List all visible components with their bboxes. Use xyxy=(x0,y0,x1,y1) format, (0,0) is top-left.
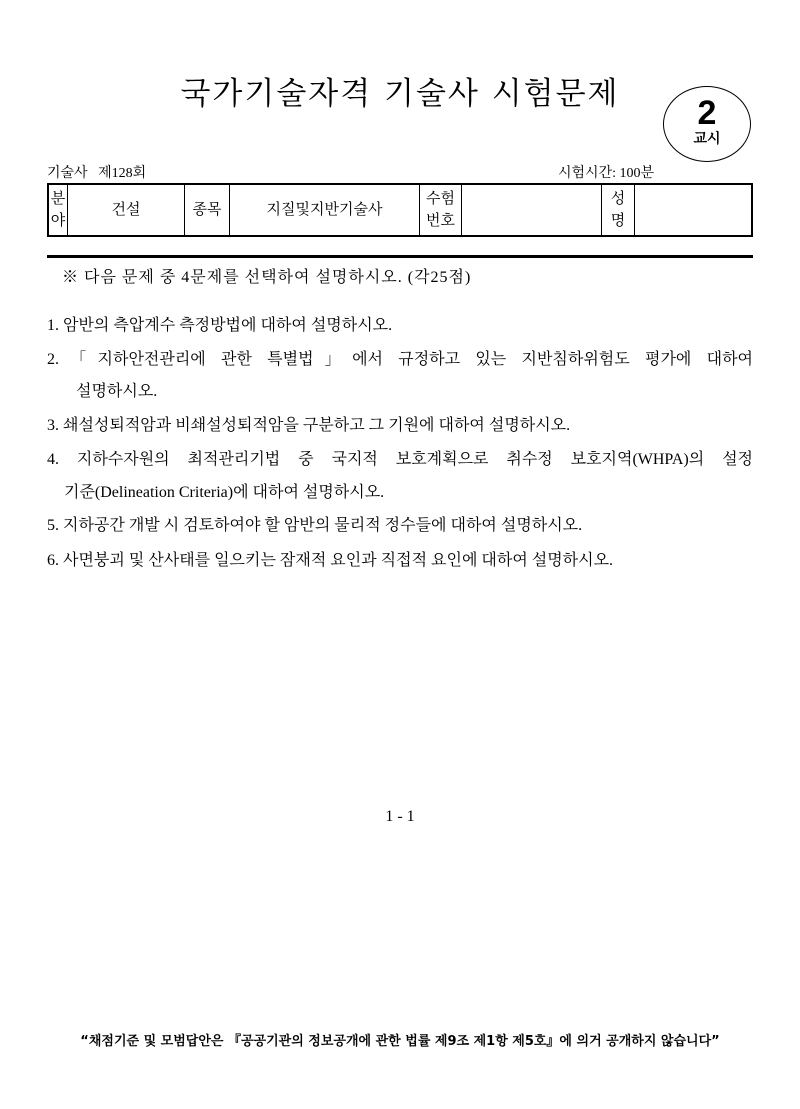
name-label: 성 명 xyxy=(602,184,635,236)
question-2-cont: 설명하시오. xyxy=(76,383,158,400)
question-3: 3. 쇄설성퇴적암과 비쇄설성퇴적암을 구분하고 그 기원에 대하여 설명하시오. xyxy=(47,417,571,434)
question-6: 6. 사면붕괴 및 산사태를 일으키는 잠재적 요인과 직접적 요인에 대하여 설명하시오. xyxy=(47,552,614,569)
session-label: 교시 xyxy=(693,131,721,147)
item-label: 종목 xyxy=(185,184,230,236)
item-value: 지질및지반기술사 xyxy=(230,184,420,236)
document-title: 국가기술자격 기술사 시험문제 xyxy=(180,76,620,112)
exam-info-table xyxy=(47,183,753,237)
exam-number-field[interactable] xyxy=(462,184,602,236)
exam-time: 시험시간: 100분 xyxy=(558,166,655,181)
field-label: 분 야 xyxy=(48,184,68,236)
exam-round: 기술사 제128회 xyxy=(47,166,147,181)
session-number: 2 xyxy=(697,94,717,132)
name-field[interactable] xyxy=(635,184,753,236)
question-5: 5. 지하공간 개발 시 검토하여야 할 암반의 물리적 정수들에 대하여 설명하시오. xyxy=(47,517,583,534)
question-2: 2.「지하안전관리에 관한 특별법」에서 규정하고 있는 지반침하위험도 평가에 대하여 xyxy=(47,351,753,368)
field-value: 건설 xyxy=(68,184,185,236)
question-1: 1. 암반의 측압계수 측정방법에 대하여 설명하시오. xyxy=(47,317,393,334)
question-4-cont: 기준(Delineation Criteria)에 대하여 설명하시오. xyxy=(64,484,385,501)
page-number: 1 - 1 xyxy=(385,808,415,825)
divider xyxy=(47,255,753,258)
question-4: 4. 지하수자원의 최적관리기법 중 국지적 보호계획으로 취수정 보호지역(WHPA)의 설정 xyxy=(47,451,753,468)
footer-notice: “채점기준 및 모범답안은 『공공기관의 정보공개에 관한 법률 제9조 제1항 제5호』에 의거 공개하지 않습니다” xyxy=(80,1034,720,1049)
session-badge xyxy=(663,86,751,162)
exam-number-label: 수험 번호 xyxy=(420,184,462,236)
instruction: ※ 다음 문제 중 4문제를 선택하여 설명하시오. (각25점) xyxy=(62,269,472,286)
